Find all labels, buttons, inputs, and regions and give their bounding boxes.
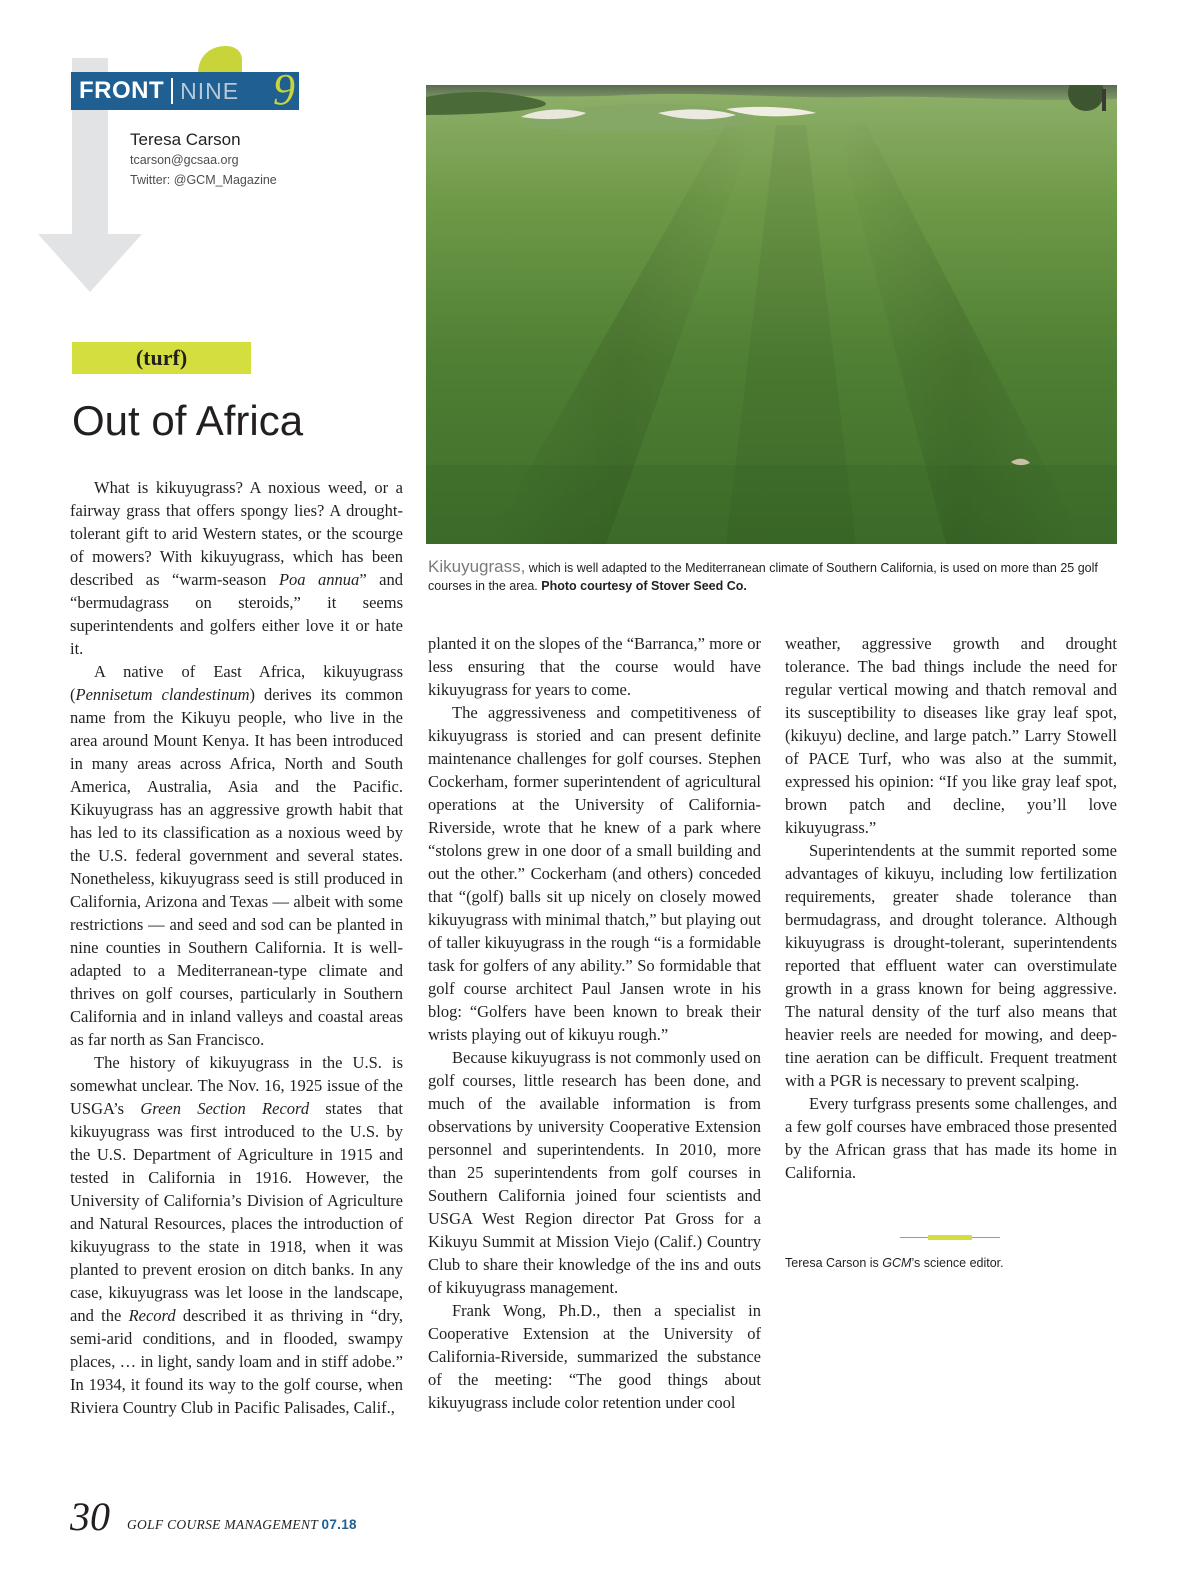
logo-nine-number: 9 bbox=[273, 65, 295, 114]
article-headline: Out of Africa bbox=[72, 397, 304, 444]
bio-text: Teresa Carson is bbox=[785, 1256, 883, 1270]
paragraph-text: What is kikuyugrass? A noxious weed, or a fairway grass that offers spongy lies? A drought-tolerant gift to arid Western states, or the scourge of mowers? With kikuyugrass, which has been described as “warm-season bbox=[70, 478, 403, 589]
bio-text: ’s science editor. bbox=[911, 1256, 1004, 1270]
paragraph-text: The history of kikuyugrass in the U.S. is somewhat unclear. The Nov. 16, 1925 issue of the USGA’s bbox=[70, 1053, 403, 1118]
paragraph-text: A native of East Africa, kikuyugrass ( bbox=[70, 662, 403, 704]
paragraph-conclusion: Every turfgrass presents some challenges, and a few golf courses have embraced those presented by the African grass that has made its home in California. bbox=[785, 1094, 1117, 1182]
paragraph-text: Frank Wong, Ph.D., then a specialist in Cooperative Extension at the University of California-Riverside, summarized the substance of the meeting: “The good things about kikuyugrass include color retention under cool bbox=[428, 1301, 761, 1412]
publication-name: GOLF COURSE MANAGEMENT bbox=[127, 1517, 318, 1532]
author-name: Teresa Carson bbox=[130, 130, 241, 149]
caption-credit: Photo courtesy of Stover Seed Co. bbox=[541, 579, 747, 593]
paragraph-wong-continued bbox=[785, 632, 1117, 839]
logo-leaf-icon bbox=[196, 46, 242, 74]
italic-term: Poa annua bbox=[278, 570, 360, 589]
paragraph-text: weather, aggressive growth and drought tolerance. The bad things include the need for regular vertical mowing and thatch removal and its susceptibility to diseases like gray leaf spot, (kikuyu) decline, and large patch.” Larry Stowell of PACE Turf, who was also at the summit, expressed his opinion: “If you like gray leaf spot, brown patch and decline, you’ll love kikuyugrass.” bbox=[785, 634, 1117, 837]
author-bio bbox=[785, 1256, 1004, 1270]
paragraph-text: planted it on the slopes of the “Barranca,” more or less ensuring that the course would have kikuyugrass for years to come. bbox=[428, 634, 761, 699]
logo-front-text: FRONT bbox=[79, 77, 165, 104]
paragraph-text: ” and “bermudagrass on steroids,” it seems superintendents and golfers either love it or hate it. bbox=[70, 570, 403, 658]
italic-term: Pennisetum clandestinum bbox=[75, 685, 250, 704]
photo-caption bbox=[428, 558, 1118, 595]
author-email[interactable]: tcarson@gcsaa.org bbox=[130, 153, 239, 167]
italic-term: Green Section Record bbox=[140, 1099, 310, 1118]
caption-text: which is well adapted to the Mediterranean climate of Southern California, is used on more than 25 golf courses in the area. bbox=[428, 561, 1098, 593]
paragraph-history bbox=[70, 1051, 403, 1419]
paragraph-history-continued bbox=[428, 632, 761, 701]
author-twitter[interactable]: Twitter: @GCM_Magazine bbox=[130, 173, 277, 187]
paragraph-text: described it as thriving in “dry, semi-arid conditions, and in flooded, swampy places, … in light, sandy loam and in stiff adobe.” In 1934, it found its way to the golf course, when Riviera Country Club in Pacific Palisades, Calif., bbox=[70, 1306, 403, 1417]
end-mark-divider bbox=[900, 1235, 1000, 1240]
article-column-2 bbox=[428, 632, 761, 1414]
logo-divider bbox=[171, 78, 173, 104]
front-nine-logo bbox=[71, 65, 299, 114]
paragraph-advantages: Superintendents at the summit reported some advantages of kikuyu, including low fertilization requirements, greater shade tolerance than bermudagrass, and drought tolerance. Although kikuyugrass is drought-tolerant, superintendents reported that effluent water can overstimulate growth in a grass known for being aggressive. The natural density of the turf also means that heavier reels are needed for mowing, and deep-tine aeration can be difficult. Frequent treatment with a PGR is necessary to prevent scalping. bbox=[785, 841, 1117, 1090]
paragraph-aggressiveness: The aggressiveness and competitiveness of kikuyugrass is storied and can present definite maintenance challenges for golf courses. Stephen Cockerham, former superintendent of agricultural operations at the University of California-Riverside, wrote that he knew of a park where “stolons grew in one door of a small building and out the other.” Cockerham (and others) conceded that “(golf) balls sit up nicely on closely mowed kikuyugrass with minimal thatch,” but playing out of taller kikuyugrass in the rough “is a formidable task for golfers of any ability.” So formidable that golf course architect Paul Jansen wrote in his blog: “Golfers have been known to break their wrists playing out of kikuyu rough.” bbox=[428, 703, 761, 1044]
logo-nine-text: NINE bbox=[180, 77, 240, 104]
bio-italic: GCM bbox=[882, 1256, 912, 1270]
issue-number: 07.18 bbox=[321, 1517, 357, 1532]
article-column-3 bbox=[785, 632, 1117, 1184]
italic-term: Record bbox=[128, 1306, 176, 1325]
article-column-1 bbox=[70, 476, 403, 1419]
paragraph-native bbox=[70, 660, 403, 1051]
publication-footer bbox=[127, 1517, 357, 1533]
paragraph-text: states that kikuyugrass was first introduced to the U.S. by the U.S. Department of Agriculture in 1915 and tested in California in 1916. However, the University of California’s Division of Agriculture and Natural Resources, places the introduction of kikuyugrass to the state in 1918, when it was planted to prevent erosion on ditch banks. In any case, kikuyugrass was let loose in the landscape, and the bbox=[70, 1099, 403, 1325]
paragraph-research: Because kikuyugrass is not commonly used on golf courses, little research has been done, and much of the available information is from observations by university Cooperative Extension personnel and superintendents. In 2010, more than 25 superintendents from golf courses in Southern California joined four scientists and USGA West Region director Pat Gross for a Kikuyu Summit at Mission Viejo (Calif.) Country Club to share their knowledge of the ins and outs of kikuyugrass management. bbox=[428, 1048, 761, 1297]
paragraph-text: ) derives its common name from the Kikuyu people, who live in the area around Mount Kenya. It has been introduced in many areas across Africa, North and South America, Australia, Asia and the Pacific. Kikuyugrass has an aggressive growth habit that has led to its classification as a noxious weed by the U.S. federal government and several states. Nonetheless, kikuyugrass seed is still produced in California, Arizona and Texas — albeit with some restrictions — and seed and sod can be planted in nine counties in Southern California. It is well-adapted to a Mediterranean-type climate and thrives on golf courses, particularly in Southern California and in inland valleys and coastal areas as far north as San Francisco. bbox=[70, 685, 403, 1049]
paragraph-wong bbox=[428, 1299, 761, 1414]
page-number: 30 bbox=[70, 1494, 110, 1539]
caption-lead: Kikuyugrass, bbox=[428, 557, 526, 576]
paragraph-intro bbox=[70, 476, 403, 660]
fairway-photo bbox=[426, 85, 1117, 544]
category-label: (turf) bbox=[72, 342, 251, 374]
